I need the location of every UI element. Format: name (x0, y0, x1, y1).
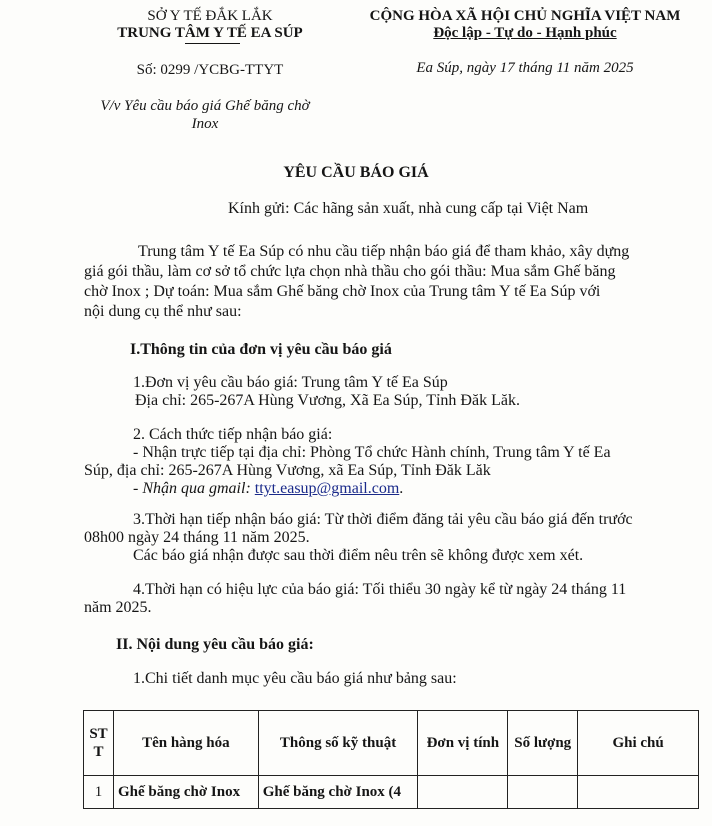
organization-name: TRUNG TÂM Y TẾ EA SÚP (117, 25, 303, 41)
cell-stt: 1 (84, 776, 114, 809)
section-1-item-2-direct: - Nhận trực tiếp tại địa chỉ: Phòng Tổ chức Hành chính, Trung tâm Y tế Ea (133, 444, 611, 461)
national-title: CỘNG HÒA XÃ HỘI CHỦ NGHĨA VIỆT NAM (369, 8, 681, 24)
gmail-link[interactable]: ttyt.easup@gmail.com (254, 480, 400, 497)
col-header-qty: Số lượng (508, 711, 578, 776)
cell-spec: Ghế băng chờ Inox (4 (258, 776, 418, 809)
subject-line-1: V/v Yêu cầu báo giá Ghế băng chờ (100, 98, 310, 114)
table-row (84, 776, 699, 809)
section-2-heading: II. Nội dung yêu cầu báo giá: (116, 636, 314, 653)
col-header-spec: Thông số kỹ thuật (258, 711, 418, 776)
cell-note (578, 776, 699, 809)
col-header-stt: ST T (84, 711, 114, 776)
section-1-item-4-cont: năm 2025. (84, 599, 152, 616)
items-table (83, 710, 699, 809)
subject-line-2: Inox (191, 116, 219, 132)
national-motto: Độc lập - Tự do - Hạnh phúc (433, 25, 617, 41)
section-1-item-3-cont: 08h00 ngày 24 tháng 11 năm 2025. (84, 529, 310, 546)
section-1-item-3-note: Các báo giá nhận được sau thời điểm nêu trên sẽ không được xem xét. (133, 547, 584, 564)
intro-line-4: nội dung cụ thể như sau: (84, 303, 242, 320)
department-name: SỞ Y TẾ ĐẮK LẮK (147, 8, 273, 24)
document-number: Số: 0299 /YCBG-TTYT (136, 62, 284, 78)
section-1-item-2: 2. Cách thức tiếp nhận báo giá: (133, 426, 333, 443)
section-1-item-2-direct-cont: Súp, địa chỉ: 265-267A Hùng Vương, xã Ea Súp, Tỉnh Đăk Lăk (84, 462, 491, 479)
table-header-row (84, 711, 699, 776)
section-1-heading: I.Thông tin của đơn vị yêu cầu báo giá (130, 341, 392, 358)
section-1-address: Địa chỉ: 265-267A Hùng Vương, Xã Ea Súp, Tỉnh Đăk Lăk. (135, 392, 520, 409)
col-header-note: Ghi chú (578, 711, 699, 776)
section-1-item-4: 4.Thời hạn có hiệu lực của báo giá: Tối thiểu 30 ngày kể từ ngày 24 tháng 11 (133, 581, 627, 598)
col-header-unit: Đơn vị tính (418, 711, 508, 776)
section-1-item-2-gmail (133, 480, 403, 498)
section-2-item-1: 1.Chi tiết danh mục yêu cầu báo giá như bảng sau: (133, 670, 457, 687)
intro-line-2: giá gói thầu, làm cơ sở tổ chức lựa chọn nhà thầu cho gói thầu: Mua sắm Ghế băng (84, 263, 616, 280)
section-1-item-3: 3.Thời hạn tiếp nhận báo giá: Từ thời điểm đăng tải yêu cầu báo giá đến trước (133, 511, 633, 528)
cell-name: Ghế băng chờ Inox (113, 776, 258, 809)
intro-line-3: chờ Inox ; Dự toán: Mua sắm Ghế băng chờ Inox của Trung tâm Y tế Ea Súp với (84, 283, 601, 300)
cell-unit (418, 776, 508, 809)
document-date: Ea Súp, ngày 17 tháng 11 năm 2025 (416, 60, 634, 76)
document-title: YÊU CẦU BÁO GIÁ (283, 164, 429, 181)
gmail-period: . (399, 480, 404, 497)
recipient-line: Kính gửi: Các hãng sản xuất, nhà cung cấp tại Việt Nam (228, 200, 589, 217)
col-header-name: Tên hàng hóa (113, 711, 258, 776)
gmail-label: - Nhận qua gmail: (133, 480, 251, 497)
section-1-item-1: 1.Đơn vị yêu cầu báo giá: Trung tâm Y tế Ea Súp (133, 374, 448, 391)
organization-underline (185, 43, 240, 44)
cell-qty (508, 776, 578, 809)
intro-line-1: Trung tâm Y tế Ea Súp có nhu cầu tiếp nhận báo giá để tham khảo, xây dựng (138, 243, 630, 260)
